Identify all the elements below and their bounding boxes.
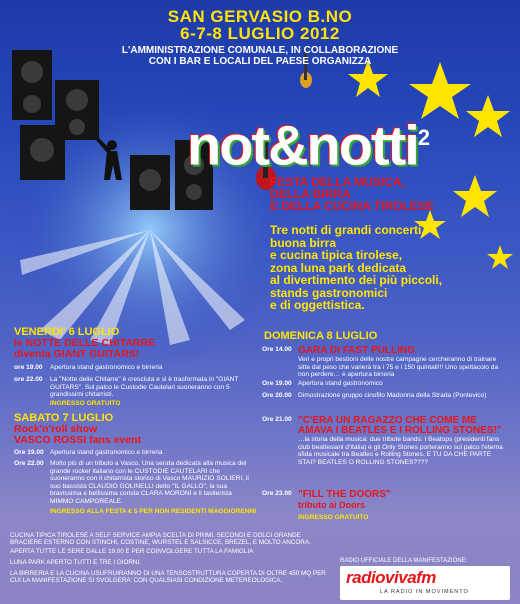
event-text: Molto più di un tributo a Vasco. Una serata dedicata alla musica del grande rocker italiano con le CUSTODIE CAUTELARI che suoneranno con il chitarrista storico di Vasco MAURIZIO SOLIERI, il suo bassista CLAUDIO GOLINELLI detto "IL GALLO", la sua bravissima e bellissima corista CLARA MORONI e il tastierista MIMMO CAMPOREALE.: [50, 460, 249, 505]
event-title: "FILL THE DOORS": [298, 489, 391, 500]
footer-food: CUCINA TIPICA TIROLESE A SELF SERVICE AMPIA SCELTA DI PRIMI, SECONDI E DOLCI GRANDE BRACIERE ESTERNO CON STINCHI, COSTINE, WURSTEL E SALSICCE, BREZEL, E MOLTO ANCORA.: [10, 532, 311, 546]
event-time: Ore 21.00: [262, 416, 292, 423]
town-name: SAN GERVASIO B.NO: [167, 7, 353, 26]
event-text: Apertura stand gastronomico e birreria: [50, 449, 163, 456]
intro-line: al divertimento dei più piccoli,: [270, 273, 443, 287]
event-text: Veri e propri bestioni delle nostre campagne cercheranno di trainare sitte dal peso che varierà tra i 75 e i 150 quintali!!! Uno spettacolo da non perdere… e apertura birreria: [298, 356, 499, 379]
saturday-event: [14, 460, 254, 506]
friday-free-entry: INGRESSO GRATUITO: [50, 400, 121, 407]
radio-caption: RADIO UFFICIALE DELLA MANIFESTAZIONE:: [340, 558, 468, 564]
intro-text: [270, 224, 442, 312]
friday-event: [14, 376, 254, 400]
event-body: [298, 416, 510, 466]
event-time: ore 19.00: [14, 364, 43, 371]
intro-line: e cucina tipica tirolese,: [270, 248, 403, 262]
footer-opening: APERTA TUTTE LE SERE DALLE 19.00 E PER COINVOLGERE TUTTA LA FAMIGLIA: [10, 548, 254, 555]
event-text: …la storia della musica: due tribute bands: I Beatops (presidenti fans club beatlesiani d'Italia) e gli Only Stones porteranno sul palco l'eterna sfida musicale tra Beatles e Rolling Stones. E TU DA CHE PARTE STAI? BEATLES O ROLLING STONES????: [298, 436, 503, 466]
event-text: Dimostrazione gruppo cinofilo Madonna della Strada (Pontevico): [298, 392, 487, 399]
intro-line: e di oggettistica.: [270, 298, 365, 312]
sunday-event: [262, 490, 512, 514]
friday-day: VENERDI' 6 LUGLIO: [14, 326, 120, 338]
event-time: Ore 23.00: [262, 490, 292, 497]
radio-name: radiovivafm: [346, 568, 436, 587]
footer-lunapark: LUNA PARK APERTO TUTTI E TRE I GIORNI.: [10, 559, 141, 566]
festival-dates: 6-7-8 LUGLIO 2012: [180, 24, 340, 43]
event-time: Ore 19.00: [262, 380, 292, 387]
logo-text: not&notti: [187, 113, 418, 177]
event-text: Apertura stand gastronomico e birreria: [50, 364, 163, 371]
event-body: [298, 490, 510, 510]
event-text: tributo ai Doors: [298, 500, 365, 510]
friday-title-2: diventa GIANT GUITARS!: [14, 348, 140, 360]
event-time: Ore 14.00: [262, 346, 292, 353]
intro-line: zona luna park dedicata: [270, 260, 407, 275]
tagline: [270, 176, 434, 212]
event-time: Ore 19.00: [14, 449, 44, 456]
tagline-line-1: FESTA DELLA MUSICA,: [270, 175, 405, 189]
footer-tent: LA BIRRERIA E LA CUCINA USUFRUIRANNO DI UNA TENSOSTRUTTURA COPERTA DI OLTRE 450 MQ PER CUI LA MANIFESTAZIONE SI SVOLGERA' CON QUALSIASI CONDIZIONE METEREOLOGICA.: [10, 570, 326, 584]
tagline-line-3: E DELLA CUCINA TIROLESE: [270, 199, 434, 213]
sunday-event: [262, 416, 512, 486]
radio-slogan: LA RADIO IN MOVIMENTO: [380, 589, 469, 595]
event-time: ore 22.00: [14, 376, 43, 383]
sunday-event: [262, 346, 512, 382]
event-title: GARA DI FAST PULLING: [298, 345, 415, 356]
saturday-title-2: VASCO ROSSI fans event: [14, 434, 142, 446]
event-text: Apertura stand gastronomico: [298, 380, 383, 387]
intro-line: buona birra: [270, 235, 337, 250]
radio-logo: [340, 566, 510, 600]
festival-logo: [187, 108, 428, 176]
event-title: "C'ERA UN RAGAZZO CHE COME ME AMAVA I BEATLES E I ROLLING STONES!": [298, 415, 502, 436]
sunday-free-entry: INGRESSO GRATUITO: [298, 514, 369, 521]
saturday-day: SABATO 7 LUGLIO: [14, 412, 114, 424]
saturday-entry-note: INGRESSO ALLA FESTA € 5 PER NON RESIDENTI MAGGIORENNI: [50, 508, 257, 515]
event-body: [298, 346, 510, 379]
organizer-line-2: CON I BAR E LOCALI DEL PAESE ORGANIZZA: [148, 56, 372, 67]
sunday-day: DOMENICA 8 LUGLIO: [264, 330, 378, 342]
saturday-title-1: Rock'n'roll show: [14, 423, 98, 435]
organizer-line-1: L'AMMINISTRAZIONE COMUNALE, IN COLLABORAZIONE: [121, 45, 399, 56]
intro-line: stands gastronomici: [270, 285, 388, 300]
event-text: La "Notte delle Chitarre" è cresciuta e si è trasformata in "GIANT GUITARS". Sul palco le Custodie Cautelari suoneranno con 5 grandissimi chitarristi.: [50, 376, 239, 399]
event-time: Ore 22.00: [14, 460, 44, 467]
tagline-line-2: DELLA BIRRA: [270, 187, 351, 201]
intro-line: Tre notti di grandi concerti,: [270, 223, 425, 237]
friday-title-1: le NOTTE DELLE CHITARRE: [14, 337, 155, 349]
logo-superscript: 2: [417, 125, 429, 150]
event-time: Ore 20.00: [262, 392, 292, 399]
